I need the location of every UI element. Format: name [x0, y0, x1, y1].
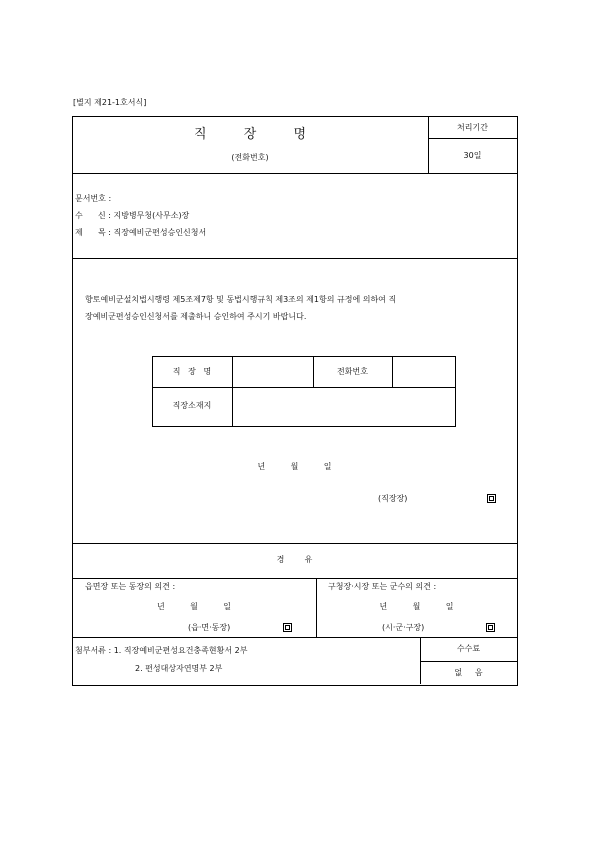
application-date: 년 월 일 — [257, 462, 332, 471]
processing-period-value: 30일 — [463, 151, 482, 160]
city-head-opinion-title: 구청장·시장 또는 군수의 의견 : — [328, 582, 437, 591]
request-text-line-2: 장예비군편성승인신청서를 제출하니 승인하여 주시기 바랍니다. — [85, 312, 307, 321]
workplace-table-row-line — [152, 387, 455, 388]
town-head-signer: (읍·면·동장) — [188, 623, 231, 632]
page-title: 직 장 명 — [193, 127, 307, 142]
workplace-table-col-line — [232, 356, 233, 426]
town-head-opinion-date: 년 월 일 — [156, 602, 232, 611]
route-bottom-line — [72, 578, 517, 579]
header-bottom-line — [72, 173, 517, 174]
fee-value: 없 음 — [454, 668, 483, 677]
seal-mark-icon — [486, 623, 495, 632]
phone-caption: (전화번호) — [231, 153, 269, 162]
request-text-line-1: 향토예비군설치법시행령 제5조제7항 및 동법시행규칙 제3조의 제1항의 규정에 의하여 직 — [85, 295, 397, 304]
recipient: 수 신 : 지방병무청(사무소)장 — [75, 211, 190, 220]
form-number-label: [별지 제21-1호서식] — [73, 98, 147, 107]
subject: 제 목 : 직장예비군편성승인신청서 — [75, 228, 207, 237]
fee-row-line — [420, 661, 517, 662]
opinion-bottom-line — [72, 637, 517, 638]
document-number: 문서번호 : — [75, 194, 112, 203]
attachment-line-2: 2. 편성대상자연명부 2부 — [135, 664, 223, 673]
city-head-opinion-date: 년 월 일 — [379, 602, 454, 611]
info-bottom-line — [72, 258, 517, 259]
workplace-location-label: 직장소재지 — [172, 401, 212, 410]
fee-label: 수수료 — [456, 644, 481, 653]
processing-period-label: 처리기간 — [457, 123, 488, 132]
town-head-opinion-title: 읍면장 또는 동장의 의견 : — [85, 582, 176, 591]
workplace-name-label: 직 장 명 — [172, 367, 212, 376]
seal-mark-icon — [283, 623, 292, 632]
workplace-table-col-line-3 — [392, 356, 393, 387]
route-label: 경 유 — [276, 555, 313, 564]
applicant-signer: (직장장) — [378, 494, 408, 503]
attachment-line-1: 첨부서류 : 1. 직장예비군편성요건충족현황서 2부 — [75, 646, 248, 655]
phone-number-label: 전화번호 — [337, 367, 368, 376]
seal-mark-icon — [487, 494, 496, 503]
body-bottom-line — [72, 543, 517, 544]
city-head-signer: (시·군·구장) — [382, 623, 425, 632]
processing-divider — [428, 138, 517, 139]
